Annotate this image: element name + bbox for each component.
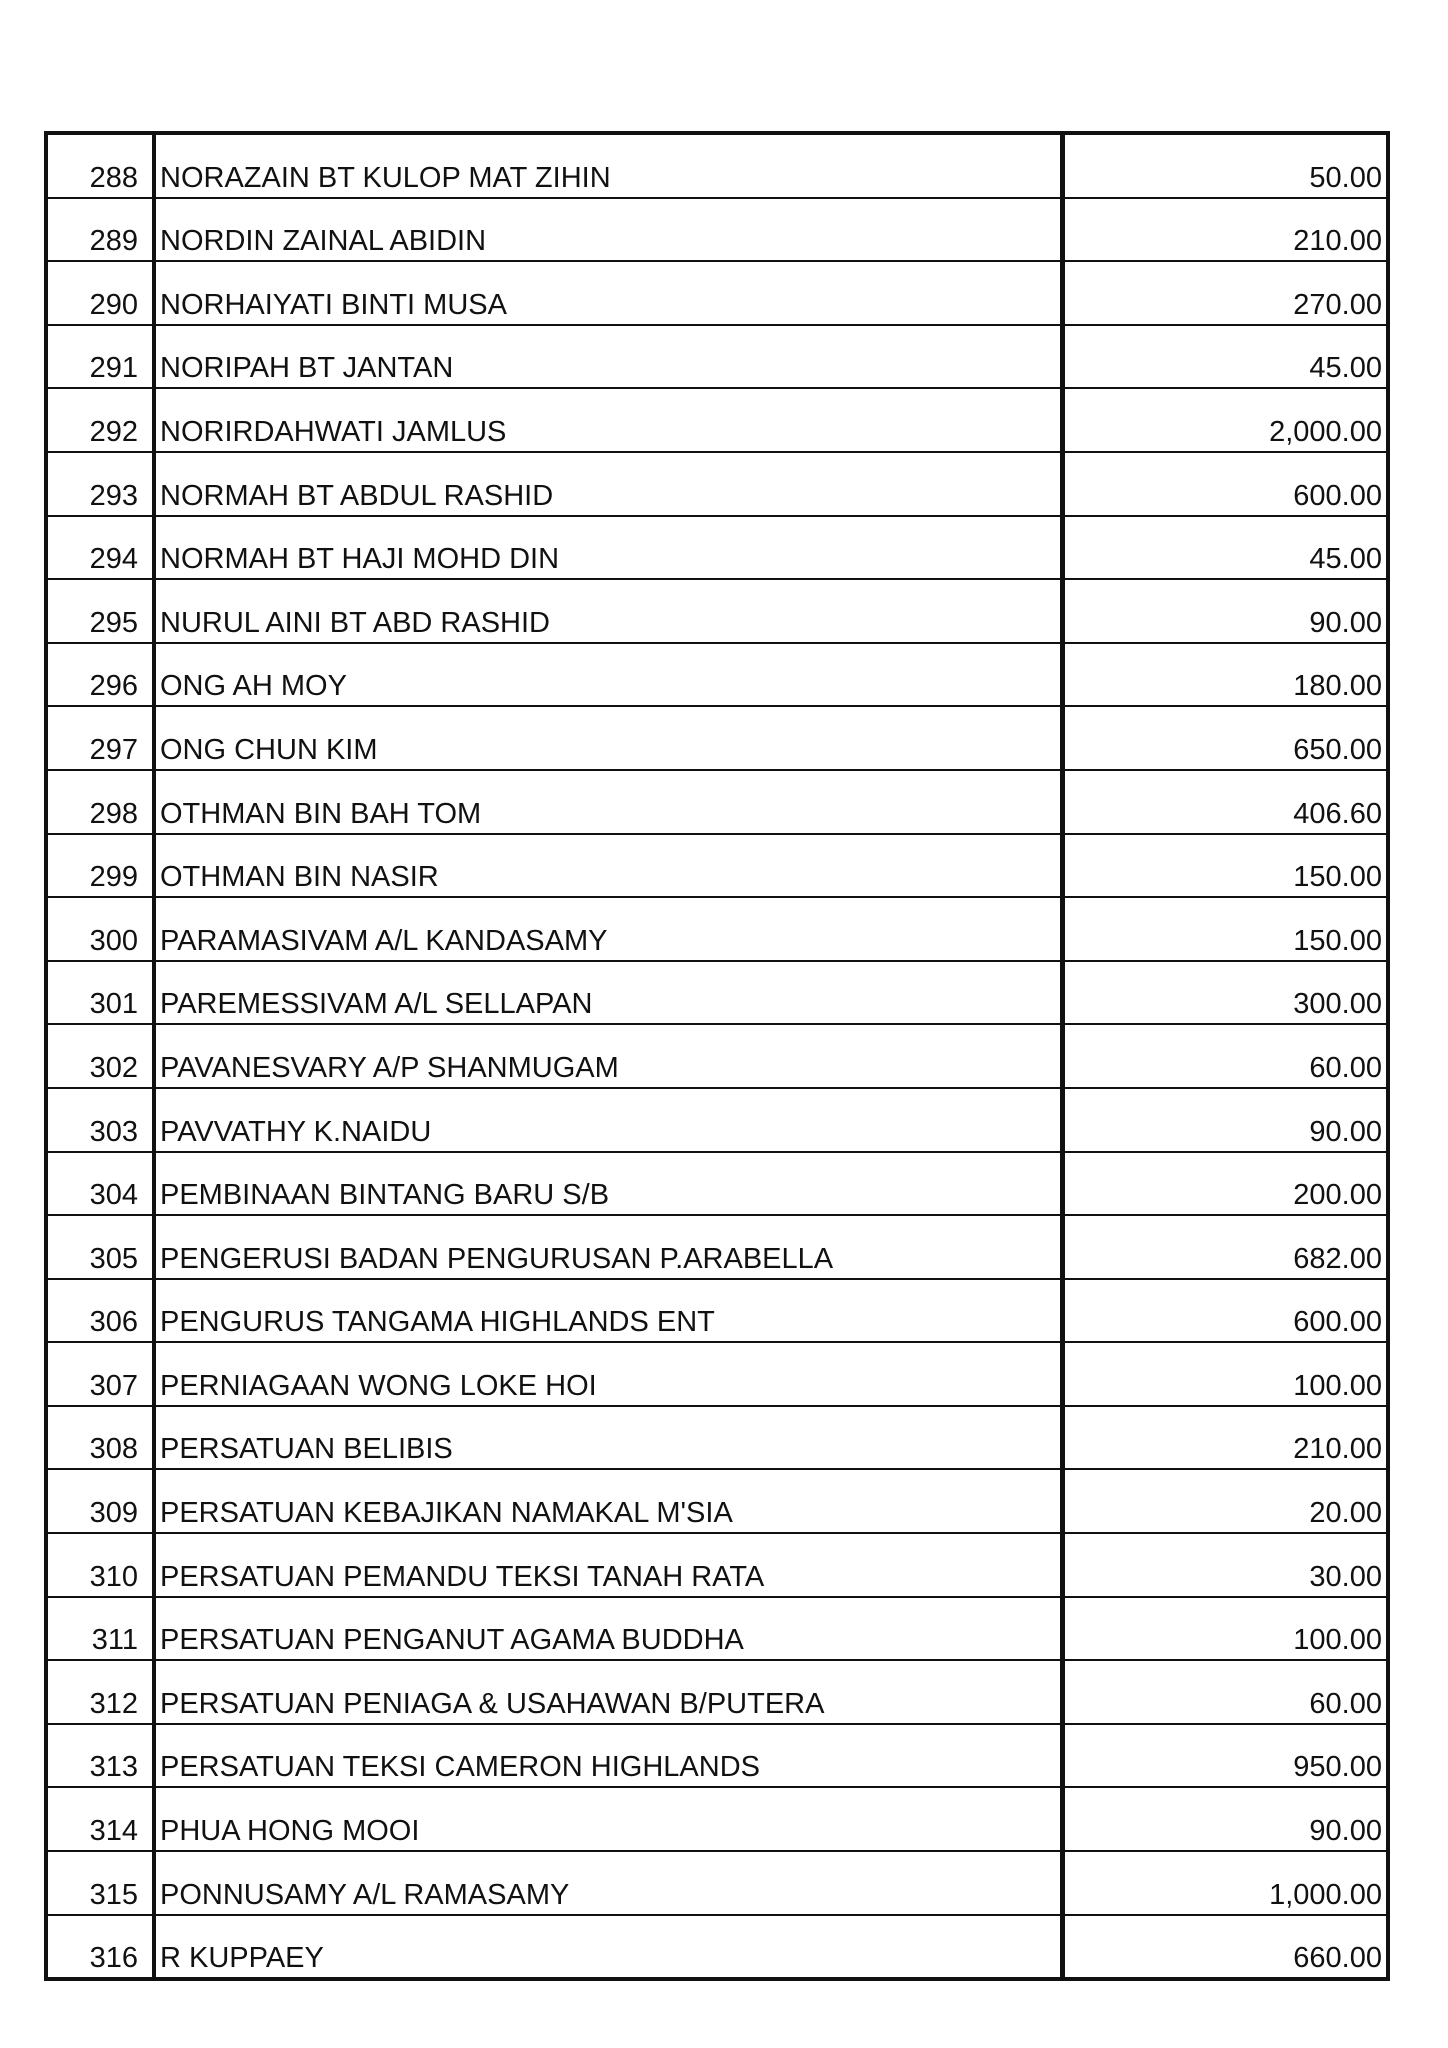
row-amount: 30.00 (1063, 1533, 1389, 1597)
row-number: 304 (46, 1152, 154, 1216)
row-number: 313 (46, 1724, 154, 1788)
row-name: NURUL AINI BT ABD RASHID (154, 579, 1063, 643)
row-amount: 682.00 (1063, 1215, 1389, 1279)
table-row (46, 706, 1388, 770)
row-number: 314 (46, 1787, 154, 1851)
row-number: 290 (46, 261, 154, 325)
row-number: 296 (46, 643, 154, 707)
row-name: ONG CHUN KIM (154, 706, 1063, 770)
row-number: 302 (46, 1024, 154, 1088)
row-amount: 600.00 (1063, 1279, 1389, 1343)
row-amount: 100.00 (1063, 1597, 1389, 1661)
row-amount: 210.00 (1063, 198, 1389, 262)
table-row (46, 1279, 1388, 1343)
table-row (46, 388, 1388, 452)
row-amount: 950.00 (1063, 1724, 1389, 1788)
row-name: PENGURUS TANGAMA HIGHLANDS ENT (154, 1279, 1063, 1343)
row-name: NORIRDAHWATI JAMLUS (154, 388, 1063, 452)
table-row (46, 1088, 1388, 1152)
table-row (46, 1851, 1388, 1915)
row-amount: 150.00 (1063, 834, 1389, 898)
donation-table (44, 131, 1390, 1981)
row-amount: 90.00 (1063, 1787, 1389, 1851)
table-row (46, 133, 1388, 198)
row-number: 300 (46, 897, 154, 961)
row-name: OTHMAN BIN NASIR (154, 834, 1063, 898)
row-number: 312 (46, 1660, 154, 1724)
row-name: PERSATUAN PENGANUT AGAMA BUDDHA (154, 1597, 1063, 1661)
row-name: NORMAH BT HAJI MOHD DIN (154, 516, 1063, 580)
table-row (46, 1215, 1388, 1279)
row-number: 292 (46, 388, 154, 452)
row-name: PONNUSAMY A/L RAMASAMY (154, 1851, 1063, 1915)
row-number: 311 (46, 1597, 154, 1661)
row-number: 301 (46, 961, 154, 1025)
row-number: 297 (46, 706, 154, 770)
row-name: NORAZAIN BT KULOP MAT ZIHIN (154, 133, 1063, 198)
row-name: NORHAIYATI BINTI MUSA (154, 261, 1063, 325)
row-name: OTHMAN BIN BAH TOM (154, 770, 1063, 834)
row-name: NORDIN ZAINAL ABIDIN (154, 198, 1063, 262)
row-name: PENGERUSI BADAN PENGURUSAN P.ARABELLA (154, 1215, 1063, 1279)
table-row (46, 770, 1388, 834)
row-number: 303 (46, 1088, 154, 1152)
row-number: 307 (46, 1342, 154, 1406)
row-amount: 90.00 (1063, 579, 1389, 643)
row-name: NORIPAH BT JANTAN (154, 325, 1063, 389)
row-amount: 50.00 (1063, 133, 1389, 198)
row-amount: 1,000.00 (1063, 1851, 1389, 1915)
table-row (46, 1660, 1388, 1724)
row-name: PERSATUAN PENIAGA & USAHAWAN B/PUTERA (154, 1660, 1063, 1724)
row-number: 298 (46, 770, 154, 834)
table-row (46, 834, 1388, 898)
row-number: 299 (46, 834, 154, 898)
row-amount: 2,000.00 (1063, 388, 1389, 452)
table-row (46, 325, 1388, 389)
row-amount: 90.00 (1063, 1088, 1389, 1152)
row-number: 315 (46, 1851, 154, 1915)
row-name: R KUPPAEY (154, 1915, 1063, 1980)
row-number: 294 (46, 516, 154, 580)
row-number: 306 (46, 1279, 154, 1343)
table-row (46, 897, 1388, 961)
donation-table-body (46, 133, 1388, 1979)
row-name: PERSATUAN TEKSI CAMERON HIGHLANDS (154, 1724, 1063, 1788)
row-name: PERSATUAN PEMANDU TEKSI TANAH RATA (154, 1533, 1063, 1597)
row-number: 288 (46, 133, 154, 198)
row-number: 305 (46, 1215, 154, 1279)
table-row (46, 1469, 1388, 1533)
table-row (46, 579, 1388, 643)
row-amount: 45.00 (1063, 516, 1389, 580)
row-amount: 60.00 (1063, 1024, 1389, 1088)
row-name: PERSATUAN KEBAJIKAN NAMAKAL M'SIA (154, 1469, 1063, 1533)
row-number: 295 (46, 579, 154, 643)
row-amount: 20.00 (1063, 1469, 1389, 1533)
row-amount: 200.00 (1063, 1152, 1389, 1216)
row-amount: 60.00 (1063, 1660, 1389, 1724)
row-name: ONG AH MOY (154, 643, 1063, 707)
row-number: 289 (46, 198, 154, 262)
table-row (46, 1724, 1388, 1788)
row-amount: 406.60 (1063, 770, 1389, 834)
row-name: PAVVATHY K.NAIDU (154, 1088, 1063, 1152)
table-row (46, 516, 1388, 580)
row-name: PERNIAGAAN WONG LOKE HOI (154, 1342, 1063, 1406)
table-row (46, 198, 1388, 262)
table-row (46, 1915, 1388, 1980)
row-name: PARAMASIVAM A/L KANDASAMY (154, 897, 1063, 961)
table-row (46, 1406, 1388, 1470)
row-amount: 100.00 (1063, 1342, 1389, 1406)
row-number: 308 (46, 1406, 154, 1470)
table-row (46, 1533, 1388, 1597)
table-row (46, 961, 1388, 1025)
row-name: PAVANESVARY A/P SHANMUGAM (154, 1024, 1063, 1088)
row-number: 309 (46, 1469, 154, 1533)
row-amount: 600.00 (1063, 452, 1389, 516)
row-amount: 45.00 (1063, 325, 1389, 389)
row-amount: 270.00 (1063, 261, 1389, 325)
row-number: 316 (46, 1915, 154, 1980)
row-name: NORMAH BT ABDUL RASHID (154, 452, 1063, 516)
table-row (46, 261, 1388, 325)
row-name: PHUA HONG MOOI (154, 1787, 1063, 1851)
row-amount: 210.00 (1063, 1406, 1389, 1470)
row-amount: 300.00 (1063, 961, 1389, 1025)
table-row (46, 1152, 1388, 1216)
table-row (46, 1024, 1388, 1088)
table-row (46, 1787, 1388, 1851)
row-amount: 150.00 (1063, 897, 1389, 961)
table-row (46, 643, 1388, 707)
table-row (46, 1597, 1388, 1661)
row-number: 293 (46, 452, 154, 516)
table-row (46, 452, 1388, 516)
row-amount: 650.00 (1063, 706, 1389, 770)
row-name: PAREMESSIVAM A/L SELLAPAN (154, 961, 1063, 1025)
row-amount: 660.00 (1293, 1942, 1382, 1975)
row-amount: 180.00 (1063, 643, 1389, 707)
row-number: 310 (46, 1533, 154, 1597)
row-name: PEMBINAAN BINTANG BARU S/B (154, 1152, 1063, 1216)
row-number: 291 (46, 325, 154, 389)
table-row (46, 1342, 1388, 1406)
row-name: PERSATUAN BELIBIS (154, 1406, 1063, 1470)
